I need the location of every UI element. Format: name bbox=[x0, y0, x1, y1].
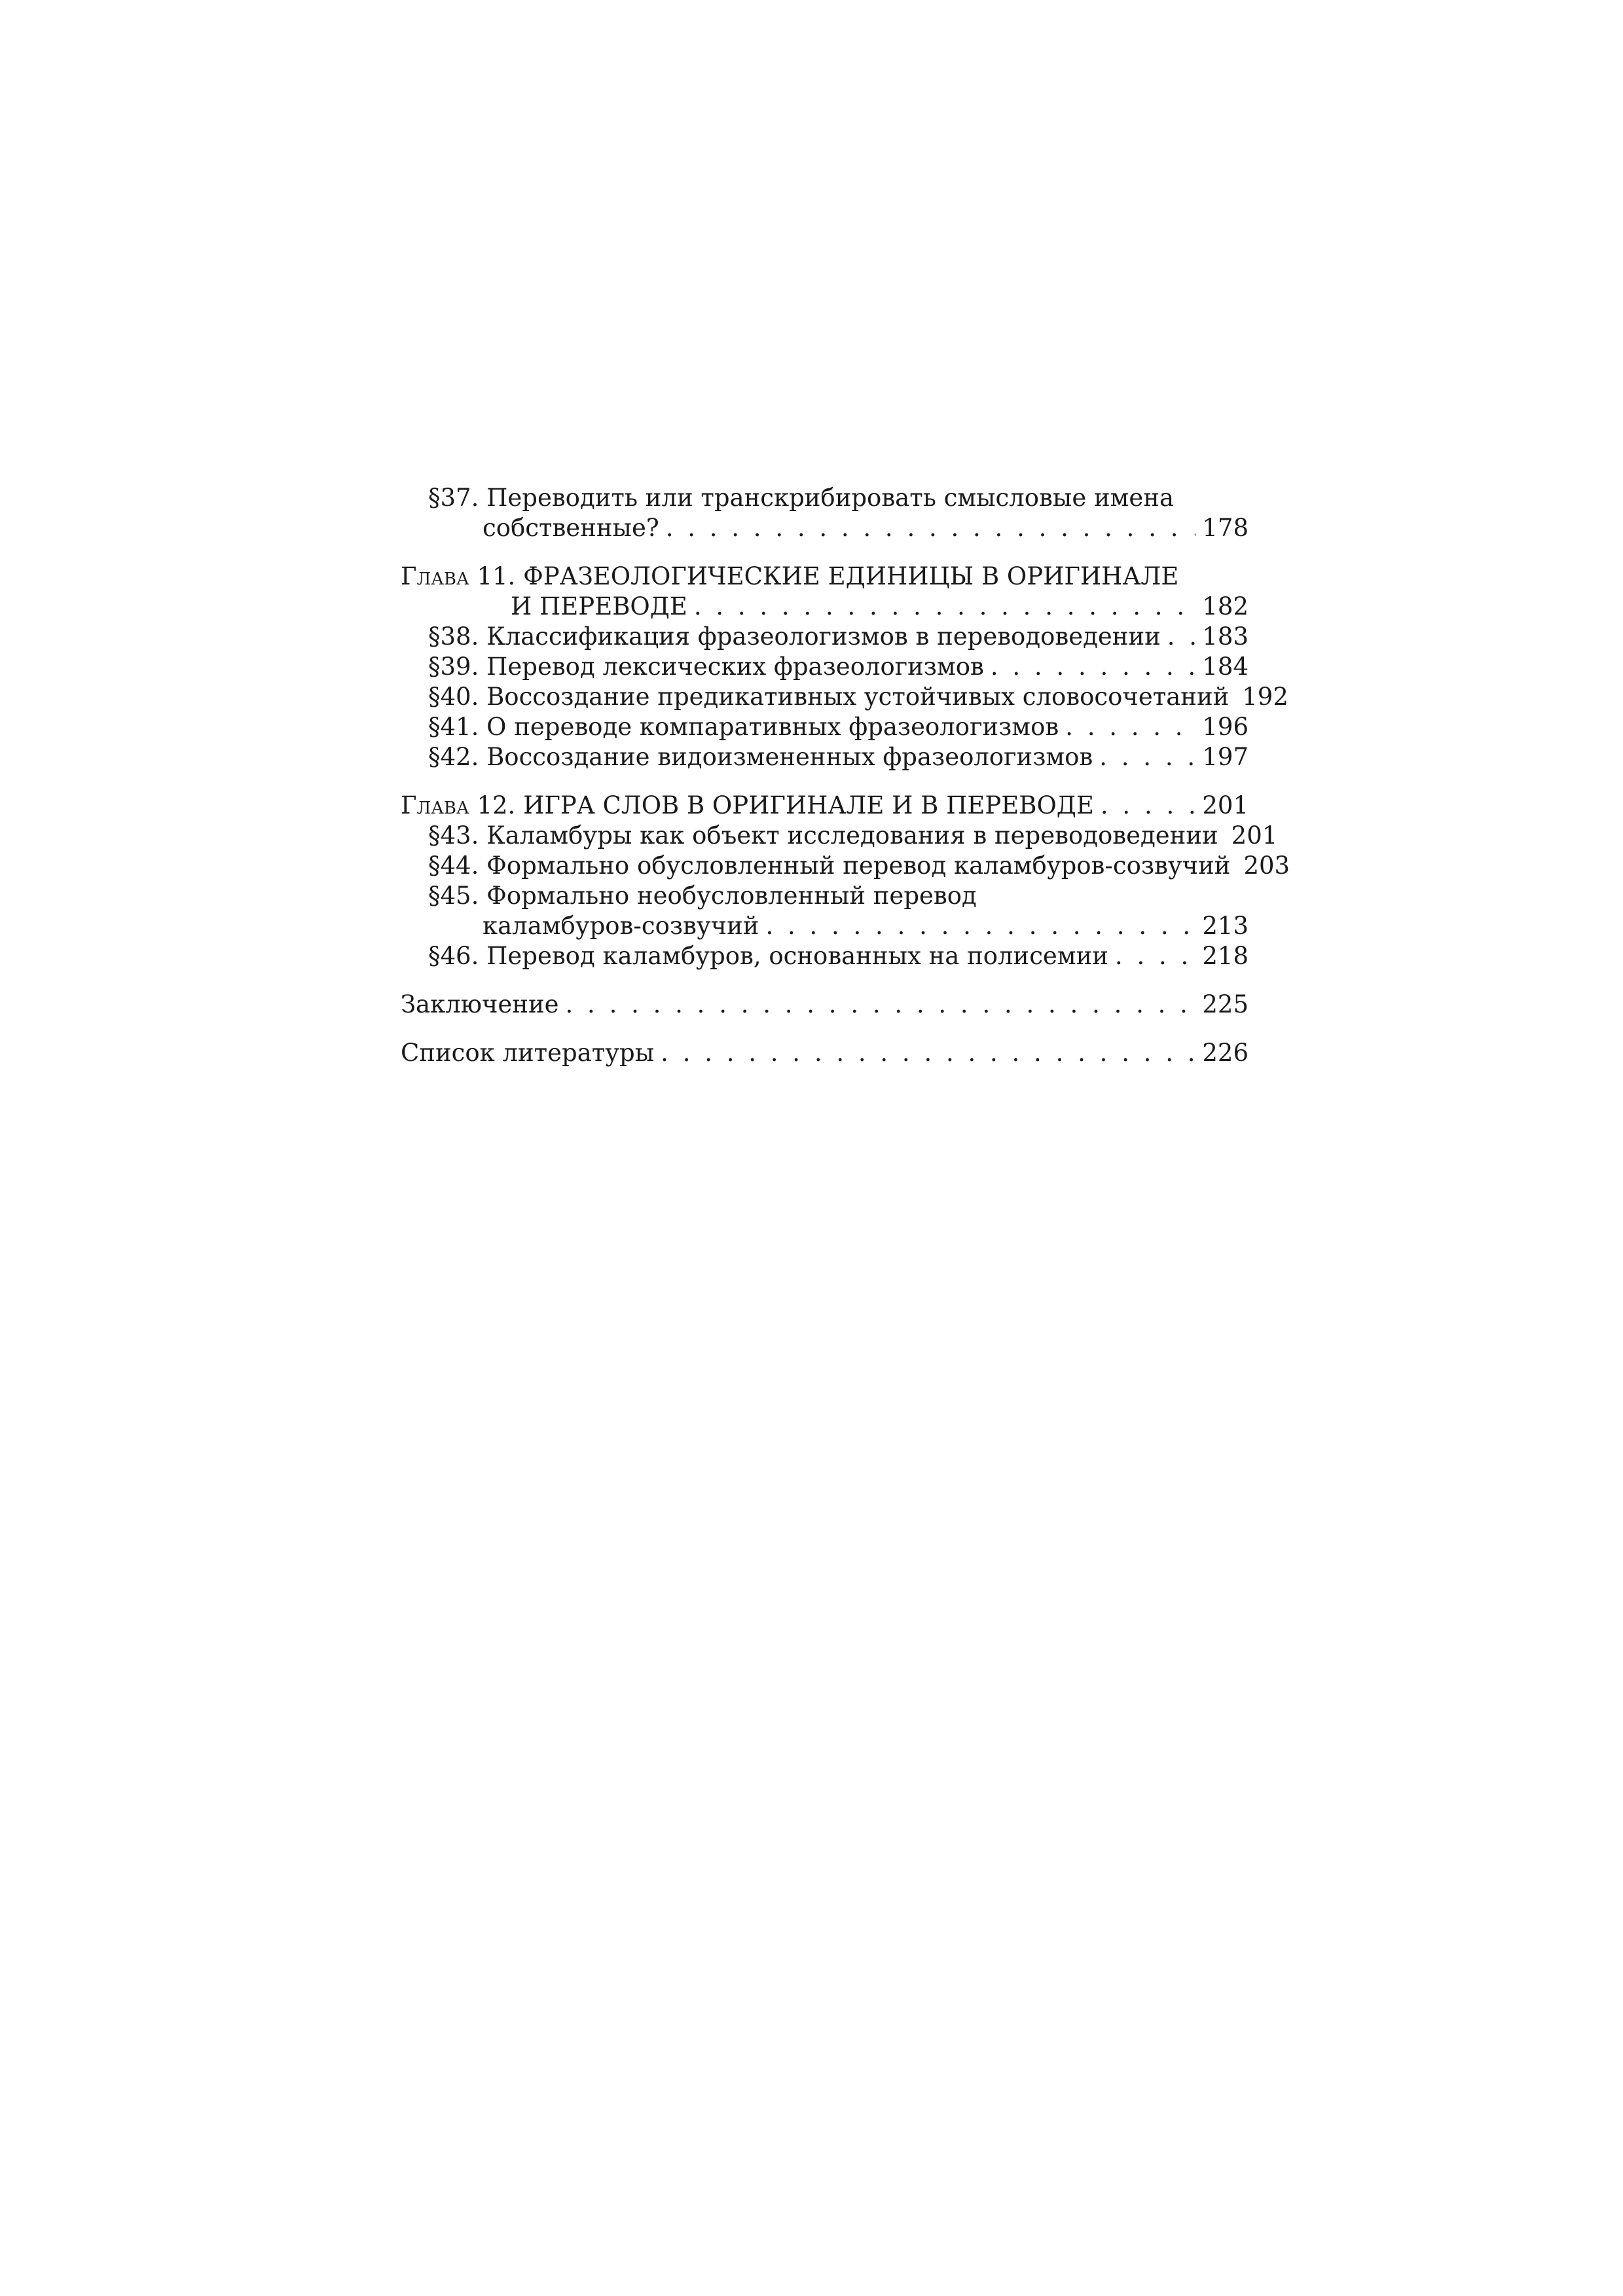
section-title-cont: собственные? bbox=[483, 514, 659, 542]
section-title-cont: каламбуров-созвучий bbox=[483, 912, 759, 940]
toc-entry-bibliography bbox=[401, 1038, 1249, 1068]
section-title: Каламбуры как объект исследования в переводоведении bbox=[486, 821, 1218, 850]
toc-entry-s37 bbox=[401, 483, 1249, 513]
section-title: О переводе компаративных фразеологизмов bbox=[486, 713, 1059, 741]
page-number: 183 bbox=[1202, 622, 1249, 651]
page-number: 197 bbox=[1202, 743, 1249, 771]
page-number: 178 bbox=[1202, 514, 1249, 542]
toc-entry-s40 bbox=[401, 682, 1288, 712]
section-number: §38. bbox=[428, 622, 479, 651]
toc-entry-s45-cont bbox=[401, 911, 1249, 941]
chapter-label: Глава bbox=[401, 791, 469, 819]
page-number: 201 bbox=[1202, 791, 1249, 819]
dot-leader bbox=[1115, 941, 1195, 971]
toc-entry-conclusion bbox=[401, 990, 1249, 1020]
dot-leader bbox=[666, 513, 1196, 543]
section-number: §43. bbox=[428, 821, 479, 850]
toc-entry-s42 bbox=[401, 742, 1249, 772]
page-number: 201 bbox=[1231, 821, 1278, 850]
section-number: §44. bbox=[428, 852, 479, 880]
section-number: §39. bbox=[428, 653, 479, 681]
dot-leader bbox=[1167, 622, 1196, 652]
page-number: 226 bbox=[1202, 1039, 1249, 1067]
chapter-number: 11. bbox=[477, 562, 516, 590]
entry-title: Список литературы bbox=[401, 1039, 655, 1067]
dot-leader bbox=[1101, 791, 1195, 821]
toc-entry-s41 bbox=[401, 712, 1249, 742]
section-title: Перевод каламбуров, основанных на полисемии bbox=[486, 942, 1108, 970]
section-title: Перевод лексических фразеологизмов bbox=[486, 653, 984, 681]
dot-leader bbox=[991, 652, 1196, 682]
page-number: 203 bbox=[1243, 852, 1290, 880]
section-title: Воссоздание видоизмененных фразеологизмов bbox=[486, 743, 1093, 771]
section-title: Формально необусловленный перевод bbox=[486, 882, 977, 910]
section-number: §41. bbox=[428, 713, 479, 741]
toc-chapter-12 bbox=[401, 791, 1249, 821]
section-number: §46. bbox=[428, 942, 479, 970]
page-number: 225 bbox=[1202, 990, 1249, 1018]
chapter-title: ФРАЗЕОЛОГИЧЕСКИЕ ЕДИНИЦЫ В ОРИГИНАЛЕ bbox=[523, 562, 1179, 590]
section-title: Переводить или транскрибировать смысловые имена bbox=[486, 484, 1175, 512]
toc-entry-s45 bbox=[401, 881, 1249, 911]
section-number: §37. bbox=[428, 484, 479, 512]
page-number: 192 bbox=[1242, 683, 1288, 711]
section-title: Воссоздание предикативных устойчивых словосочетаний bbox=[486, 683, 1230, 711]
chapter-title-cont: И ПЕРЕВОДЕ bbox=[511, 592, 687, 620]
section-number: §40. bbox=[428, 683, 479, 711]
toc-entry-s43 bbox=[401, 821, 1278, 851]
toc-chapter-11-cont bbox=[401, 592, 1249, 622]
chapter-title: ИГРА СЛОВ В ОРИГИНАЛЕ И В ПЕРЕВОДЕ bbox=[523, 791, 1094, 819]
dot-leader bbox=[694, 592, 1196, 622]
section-number: §45. bbox=[428, 882, 479, 910]
section-number: §42. bbox=[428, 743, 479, 771]
toc-entry-s46 bbox=[401, 941, 1249, 971]
table-of-contents bbox=[401, 483, 1290, 1068]
dot-leader bbox=[765, 911, 1195, 941]
toc-entry-s44 bbox=[401, 851, 1290, 881]
section-title: Классификация фразеологизмов в переводоведении bbox=[486, 622, 1161, 651]
toc-entry-s39 bbox=[401, 652, 1249, 682]
toc-entry-s37-cont bbox=[401, 513, 1249, 543]
chapter-number: 12. bbox=[477, 791, 516, 819]
entry-title: Заключение bbox=[401, 990, 559, 1018]
dot-leader bbox=[1099, 742, 1195, 772]
toc-entry-s38 bbox=[401, 622, 1249, 652]
dot-leader bbox=[566, 990, 1196, 1020]
dot-leader bbox=[661, 1038, 1195, 1068]
section-title: Формально обусловленный перевод каламбуров-созвучий bbox=[486, 852, 1231, 880]
dot-leader bbox=[1065, 712, 1195, 742]
page-number: 184 bbox=[1202, 653, 1249, 681]
page-number: 213 bbox=[1202, 912, 1249, 940]
chapter-label: Глава bbox=[401, 562, 469, 590]
page-number: 196 bbox=[1202, 713, 1249, 741]
toc-chapter-11 bbox=[401, 562, 1249, 592]
page-number: 218 bbox=[1202, 942, 1249, 970]
page-number: 182 bbox=[1202, 592, 1249, 620]
